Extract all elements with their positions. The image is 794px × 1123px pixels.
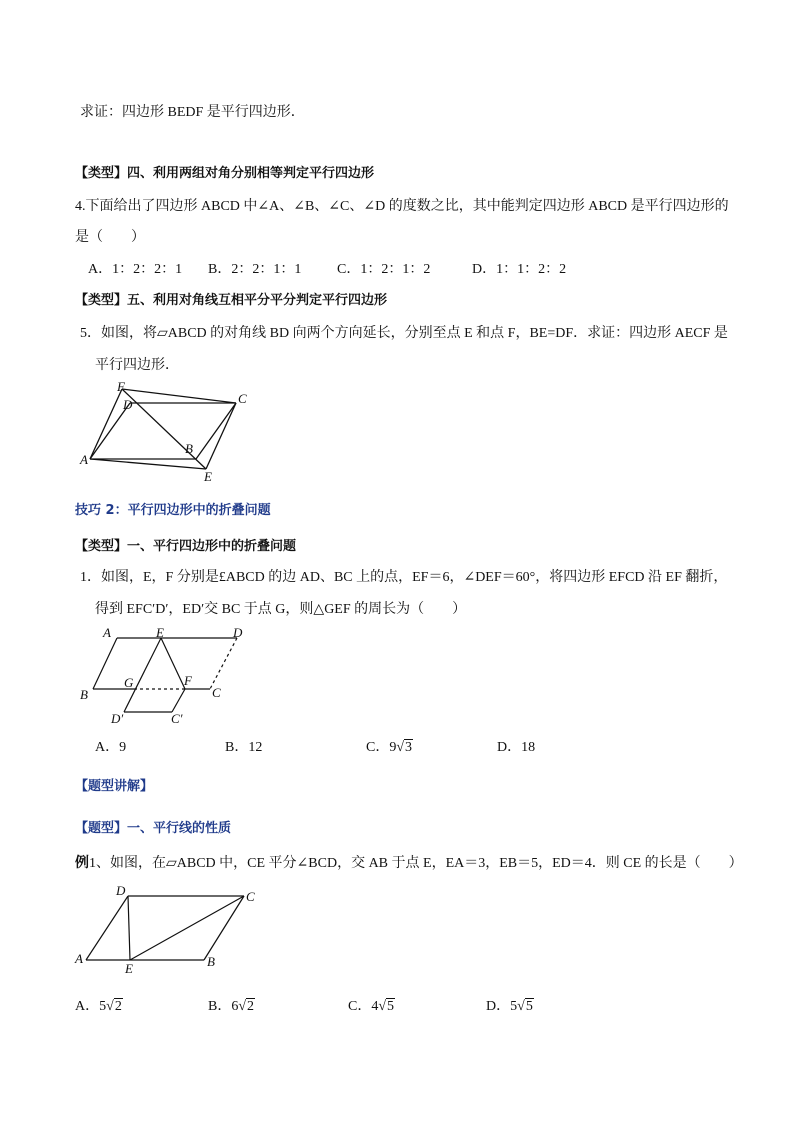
explain-heading: 【题型讲解】 xyxy=(75,779,154,794)
example1-option-d-radicand: 5 xyxy=(525,999,533,1014)
fig3-label-e: E xyxy=(125,961,133,976)
example1-option-d xyxy=(486,998,534,1016)
type4-heading: 【类型】四、利用两组对角分别相等判定平行四边形 xyxy=(75,166,375,181)
sqrt-icon: √ xyxy=(238,999,247,1014)
example1-option-a xyxy=(75,998,123,1016)
fig2-label-dprime: D′ xyxy=(111,711,124,726)
q4-line1: 4.下面给出了四边形 ABCD 中∠A、∠B、∠C、∠D 的度数之比，其中能判定四边形 ABCD 是平行四边形的 xyxy=(75,199,729,214)
q4-option-d: D．1：1：2：2 xyxy=(472,262,567,277)
fig2-label-b: B xyxy=(80,687,88,702)
q5-line1: 5．如图，将▱ABCD 的对角线 BD 向两个方向延长，分别至点 E 和点 F，BE=DF．求证：四边形 AECF 是 xyxy=(80,326,728,341)
fig2-label-e: E xyxy=(156,625,164,640)
q1-option-c-radicand: 3 xyxy=(405,740,413,755)
fig2-label-c: C xyxy=(212,685,221,700)
fig1-label-d: D xyxy=(123,397,133,412)
example1-option-b xyxy=(208,998,255,1016)
fig1-label-a: A xyxy=(80,452,88,467)
fig3-label-b: B xyxy=(207,954,215,969)
sqrt-icon: √ xyxy=(517,999,525,1014)
proof-line: 求证：四边形 BEDF 是平行四边形． xyxy=(80,105,305,120)
sqrt-icon: √ xyxy=(378,999,387,1014)
fig2-label-f: F xyxy=(184,673,192,688)
q1-line2: 得到 EFC′D′，ED′交 BC 于点 G，则△GEF 的周长为（ ） xyxy=(95,602,467,617)
fig3-label-a: A xyxy=(75,951,83,966)
fig3-label-c: C xyxy=(246,889,255,904)
example1-option-a-text: A．5 xyxy=(75,999,107,1014)
q4-option-b: B．2：2：1：1 xyxy=(208,262,302,277)
type5-heading: 【类型】五、利用对角线互相平分平分判定平行四边形 xyxy=(75,293,388,308)
fig2-label-cprime: C′ xyxy=(171,711,183,726)
fig2-label-g: G xyxy=(124,675,134,690)
example1-option-c xyxy=(348,998,395,1016)
example1-option-d-text: D．5 xyxy=(486,999,518,1014)
q1-option-b: B．12 xyxy=(225,740,263,755)
example1-text: 1、如图，在▱ABCD 中，CE 平分∠BCD，交 AB 于点 E，EA＝3，EB＝5，ED＝4．则 CE 的长是（ ） xyxy=(89,856,743,871)
fig2-label-d: D xyxy=(233,625,243,640)
example1-prefix: 例 xyxy=(75,856,89,871)
fig1-label-f: F xyxy=(117,379,125,394)
sqrt-icon: √ xyxy=(396,740,405,755)
sqrt-icon: √ xyxy=(106,999,114,1014)
example1-option-b-radicand: 2 xyxy=(247,999,255,1014)
example1-option-c-text: C．4 xyxy=(348,999,379,1014)
q1-line1: 1．如图，E，F 分别是£ABCD 的边 AD、BC 上的点，EF＝6，∠DEF＝60°，将四边形 EFCD 沿 EF 翻折， xyxy=(80,570,728,585)
q1-option-c-text: C．9 xyxy=(366,740,397,755)
fig1-label-e: E xyxy=(204,469,212,484)
q4-option-c: C．1：2：1：2 xyxy=(337,262,431,277)
example1-option-c-radicand: 5 xyxy=(387,999,395,1014)
example1-option-b-text: B．6 xyxy=(208,999,239,1014)
q5-line2: 平行四边形． xyxy=(95,358,179,373)
fig1-label-b: B xyxy=(185,441,193,456)
q4-option-a: A．1：2：2：1 xyxy=(88,262,183,277)
parallel-heading: 【题型】一、平行线的性质 xyxy=(75,821,232,836)
fig2-label-a: A xyxy=(103,625,111,640)
fig3-label-d: D xyxy=(116,883,126,898)
skill2-heading: 技巧 2：平行四边形中的折叠问题 xyxy=(75,503,271,518)
fold-type-heading: 【类型】一、平行四边形中的折叠问题 xyxy=(75,539,297,554)
example1-option-a-radicand: 2 xyxy=(114,999,122,1014)
q4-line2: 是（ ） xyxy=(75,230,145,245)
q1-option-d: D．18 xyxy=(497,740,536,755)
fig1-label-c: C xyxy=(238,391,247,406)
q1-option-a: A．9 xyxy=(95,740,127,755)
